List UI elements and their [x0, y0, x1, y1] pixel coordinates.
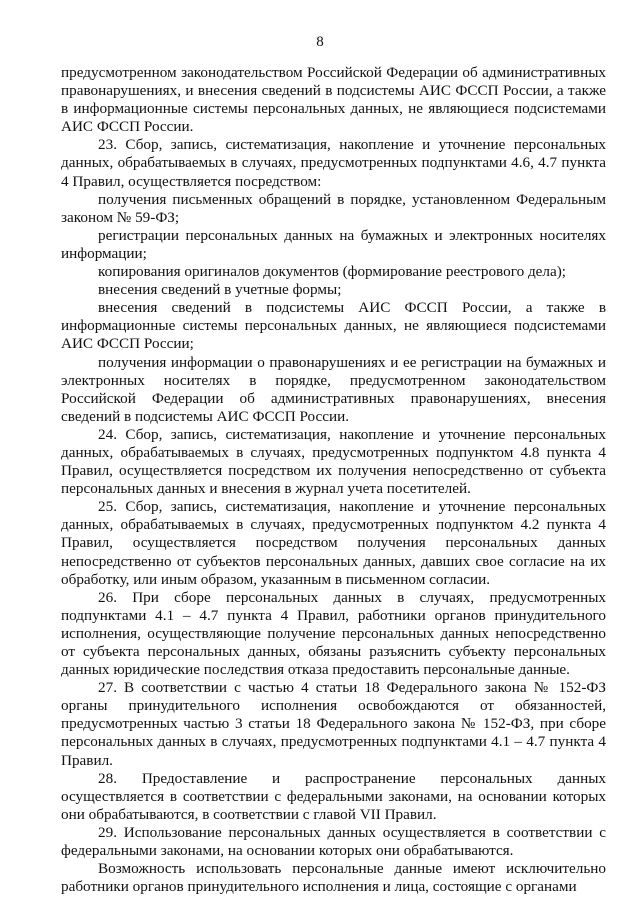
paragraph: 23. Сбор, запись, систематизация, накопление и уточнение персональных данных, обрабатываемых в случаях, предусмотренных подпунктами 4.6, 4.7 пункта 4 Правил, осуществляется посредством: — [61, 136, 606, 190]
paragraph: предусмотренном законодательством Российской Федерации об административных правонарушениях, и внесения сведений в подсистемы АИС ФССП России, а также в информационные системы персональных данных, не являющиеся подсистемами АИС ФССП России. — [61, 64, 606, 136]
page-number: 8 — [316, 34, 324, 50]
paragraph: внесения сведений в учетные формы; — [98, 281, 342, 299]
paragraph: получения информации о правонарушениях и ее регистрации на бумажных и электронных носителях в порядке, предусмотренном законодательством Российской Федерации об административных правонарушениях, внесения сведений в подсистемы АИС ФССП России. — [61, 353, 606, 425]
paragraph: 25. Сбор, запись, систематизация, накопление и уточнение персональных данных, обрабатываемых в случаях, предусмотренных подпунктом 4.2 пункта 4 Правил, осуществляется посредством получения персональных данных непосредственно от субъектов персональных данных, давших свое согласие на их обработку, или иным образом, указанным в письменном согласии. — [61, 498, 606, 588]
paragraph: 26. При сборе персональных данных в случаях, предусмотренных подпунктами 4.1 – 4.7 пункта 4 Правил, работники органов принудительного исполнения, осуществляющие получение персональных данных непосредственно от субъекта персональных данных, обязаны разъяснить субъекту персональных данных юридические последствия отказа предоставить персональные данные. — [61, 588, 606, 679]
paragraph: 24. Сбор, запись, систематизация, накопление и уточнение персональных данных, обрабатываемых в случаях, предусмотренных подпунктом 4.8 пункта 4 Правил, осуществляется посредством их получения непосредственно от субъекта персональных данных и внесения в журнал учета посетителей. — [61, 425, 606, 498]
paragraph: копирования оригиналов документов (формирование реестрового дела); — [98, 263, 567, 281]
paragraph: Возможность использовать персональные данные имеют исключительно работники органов принудительного исполнения и лица, состоящие с органами — [61, 860, 606, 896]
document-body — [61, 64, 606, 896]
paragraph: 29. Использование персональных данных осуществляется в соответствии с федеральными законами, на основании которых они обрабатываются. — [61, 823, 606, 860]
paragraph: 28. Предоставление и распространение персональных данных осуществляется в соответствии с федеральными законами, на основании которых они обрабатываются, в соответствии с главой VII Правил. — [61, 769, 606, 823]
paragraph: внесения сведений в подсистемы АИС ФССП России, а также в информационные системы персональных данных, не являющиеся подсистемами АИС ФССП России; — [61, 299, 606, 353]
paragraph: получения письменных обращений в порядке, установленном Федеральным законом № 59-ФЗ; — [61, 190, 606, 226]
paragraph: регистрации персональных данных на бумажных и электронных носителях информации; — [61, 226, 606, 262]
paragraph: 27. В соответствии с частью 4 статьи 18 Федерального закона № 152-ФЗ органы принудительного исполнения освобождаются от обязанностей, предусмотренных частью 3 статьи 18 Федерального закона № 152-ФЗ, при сборе персональных данных в случаях, предусмотренных подпунктами 4.1 – 4.7 пункта 4 Правил. — [61, 679, 606, 769]
